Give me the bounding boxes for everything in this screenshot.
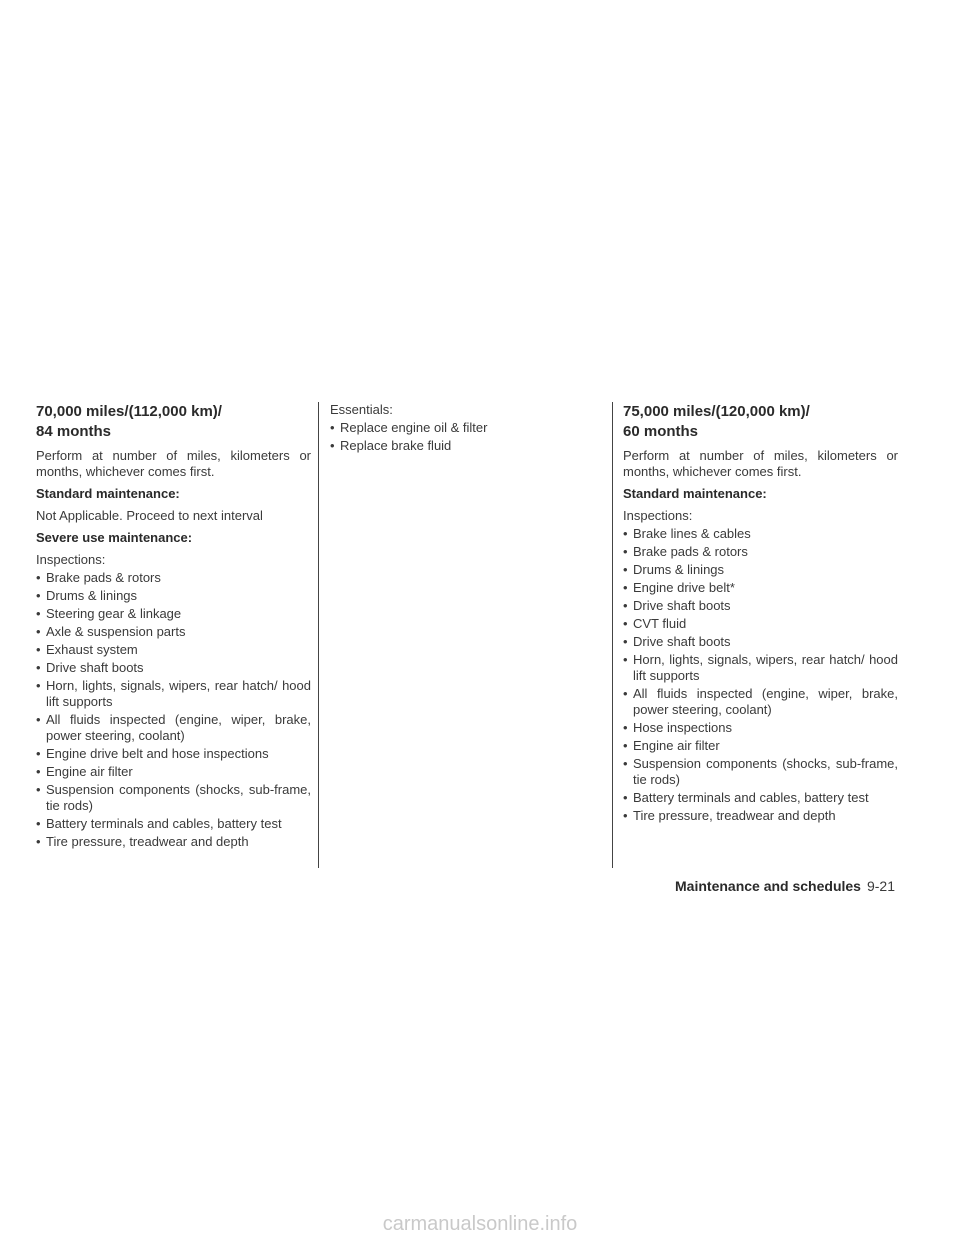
column-70000-miles: [36, 402, 311, 852]
list-item-text: Brake pads & rotors: [46, 570, 161, 585]
list-item: [36, 712, 311, 744]
list-item-text: Engine air filter: [46, 764, 133, 779]
essentials-list: [330, 420, 605, 454]
standard-maintenance-title: Standard maintenance:: [623, 486, 767, 501]
bullet-icon: •: [36, 782, 41, 797]
bullet-icon: •: [623, 790, 628, 805]
list-item-text: Battery terminals and cables, battery test: [46, 816, 282, 831]
list-item-text: Hose inspections: [633, 720, 732, 735]
list-item-text: Battery terminals and cables, battery test: [633, 790, 869, 805]
interval-heading-70000: [36, 402, 311, 442]
list-item-text: All fluids inspected (engine, wiper, brake, power steering, coolant): [633, 686, 898, 717]
list-item: [36, 678, 311, 710]
list-item: [36, 642, 311, 658]
list-item-text: Drums & linings: [46, 588, 138, 603]
bullet-icon: •: [623, 598, 628, 613]
bullet-icon: •: [330, 420, 335, 435]
heading-line-1: 70,000 miles/(112,000 km)/: [36, 403, 222, 420]
list-item: [623, 562, 898, 578]
list-item-text: Suspension components (shocks, sub-frame, tie rods): [46, 782, 311, 813]
list-item: [623, 616, 898, 632]
intro-text: Perform at number of miles, kilometers or months, whichever comes first.: [36, 448, 311, 479]
bullet-icon: •: [36, 816, 41, 831]
list-item-text: Engine drive belt and hose inspections: [46, 746, 269, 761]
list-item-text: Suspension components (shocks, sub-frame, tie rods): [633, 756, 898, 787]
bullet-icon: •: [36, 606, 41, 621]
list-item: [623, 756, 898, 788]
bullet-icon: •: [36, 712, 41, 727]
bullet-icon: •: [36, 660, 41, 675]
list-item-text: Drive shaft boots: [633, 598, 731, 613]
list-item: [330, 420, 605, 436]
list-item: [36, 746, 311, 762]
list-item: [623, 634, 898, 650]
list-item: [36, 834, 311, 850]
list-item: [36, 764, 311, 780]
interval-heading-75000: [623, 402, 898, 442]
list-item-text: Drive shaft boots: [633, 634, 731, 649]
heading-line-2: 60 months: [623, 423, 699, 440]
bullet-icon: •: [623, 634, 628, 649]
list-item: [623, 580, 898, 596]
list-item-text: Brake pads & rotors: [633, 544, 748, 559]
severe-maintenance-title: Severe use maintenance:: [36, 530, 193, 545]
watermark: carmanualsonline.info: [382, 1213, 578, 1235]
list-item-text: Axle & suspension parts: [46, 624, 186, 639]
list-item-text: Tire pressure, treadwear and depth: [633, 808, 836, 823]
list-item-text: Brake lines & cables: [633, 526, 751, 541]
inspection-list: [623, 526, 898, 824]
list-item-text: Exhaust system: [46, 642, 138, 657]
list-item-text: Horn, lights, signals, wipers, rear hatch/ hood lift supports: [633, 652, 898, 683]
list-item-text: Engine drive belt*: [633, 580, 735, 595]
list-item-text: Replace brake fluid: [340, 438, 452, 453]
intro-text: Perform at number of miles, kilometers or months, whichever comes first.: [623, 448, 898, 479]
essentials-label: Essentials:: [330, 402, 393, 417]
column-essentials: [330, 402, 605, 456]
section-title: Maintenance and schedules: [675, 878, 861, 894]
bullet-icon: •: [623, 652, 628, 667]
bullet-icon: •: [623, 738, 628, 753]
list-item: [36, 588, 311, 604]
list-item: [36, 816, 311, 832]
list-item-text: Drive shaft boots: [46, 660, 144, 675]
list-item: [623, 544, 898, 560]
bullet-icon: •: [623, 720, 628, 735]
inspections-label: Inspections:: [36, 552, 106, 567]
list-item-text: Drums & linings: [633, 562, 725, 577]
standard-maintenance-title: Standard maintenance:: [36, 486, 180, 501]
column-divider-left: [318, 402, 319, 868]
list-item: [623, 526, 898, 542]
bullet-icon: •: [36, 570, 41, 585]
bullet-icon: •: [330, 438, 335, 453]
bullet-icon: •: [623, 808, 628, 823]
list-item-text: All fluids inspected (engine, wiper, brake, power steering, coolant): [46, 712, 311, 743]
list-item: [623, 720, 898, 736]
bullet-icon: •: [36, 678, 41, 693]
list-item: [36, 570, 311, 586]
list-item: [36, 660, 311, 676]
list-item: [36, 782, 311, 814]
list-item-text: Replace engine oil & filter: [340, 420, 488, 435]
list-item: [623, 686, 898, 718]
column-divider-right: [612, 402, 613, 868]
page-number: 9-21: [866, 878, 895, 894]
list-item-text: Engine air filter: [633, 738, 720, 753]
bullet-icon: •: [36, 746, 41, 761]
list-item-text: Steering gear & linkage: [46, 606, 182, 621]
bullet-icon: •: [36, 624, 41, 639]
standard-maintenance-text: Not Applicable. Proceed to next interval: [36, 508, 263, 523]
list-item: [36, 606, 311, 622]
bullet-icon: •: [36, 834, 41, 849]
list-item: [623, 738, 898, 754]
list-item: [36, 624, 311, 640]
bullet-icon: •: [623, 562, 628, 577]
bullet-icon: •: [623, 616, 628, 631]
page-footer: [650, 877, 895, 895]
list-item: [623, 808, 898, 824]
list-item-text: CVT fluid: [633, 616, 687, 631]
column-75000-miles: [623, 402, 898, 826]
list-item: [623, 598, 898, 614]
bullet-icon: •: [623, 544, 628, 559]
heading-line-1: 75,000 miles/(120,000 km)/: [623, 403, 810, 420]
bullet-icon: •: [623, 580, 628, 595]
inspection-list: [36, 570, 311, 850]
bullet-icon: •: [623, 756, 628, 771]
bullet-icon: •: [623, 526, 628, 541]
heading-line-2: 84 months: [36, 423, 112, 440]
bullet-icon: •: [36, 642, 41, 657]
list-item-text: Horn, lights, signals, wipers, rear hatch/ hood lift supports: [46, 678, 311, 709]
list-item: [623, 652, 898, 684]
list-item: [623, 790, 898, 806]
list-item: [330, 438, 605, 454]
bullet-icon: •: [623, 686, 628, 701]
bullet-icon: •: [36, 764, 41, 779]
bullet-icon: •: [36, 588, 41, 603]
inspections-label: Inspections:: [623, 508, 693, 523]
list-item-text: Tire pressure, treadwear and depth: [46, 834, 249, 849]
